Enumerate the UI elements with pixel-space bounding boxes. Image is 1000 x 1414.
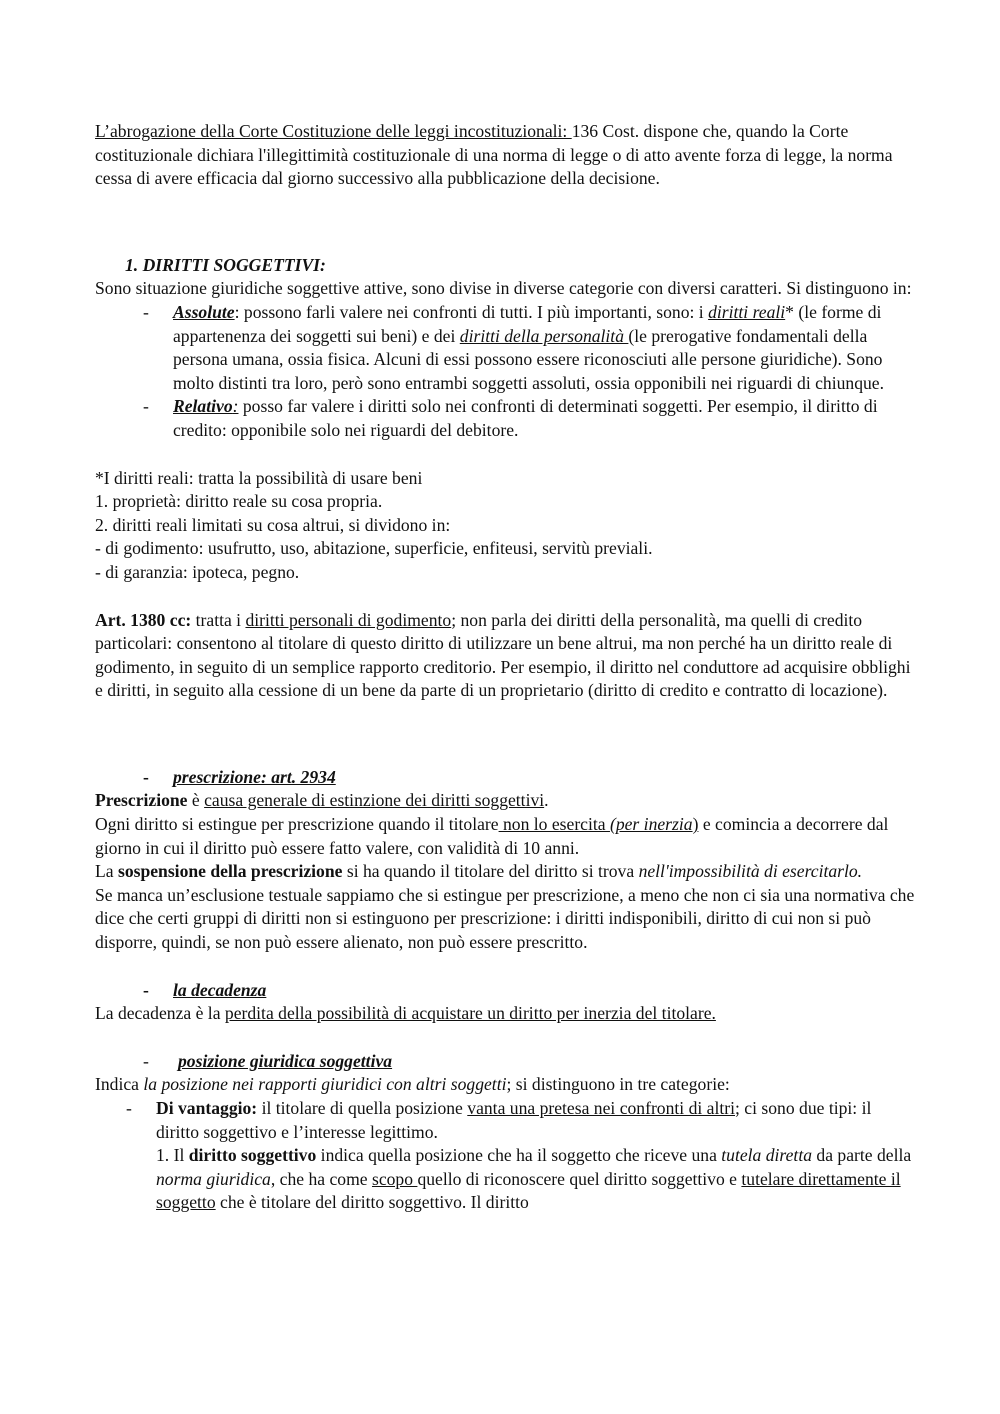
posizione-title: posizione giuridica soggettiva [178,1050,393,1071]
list-dash: - [143,301,149,322]
spacer [95,443,915,467]
footnote-line: 1. proprietà: diritto reale su cosa propria. [95,491,383,512]
list-dash: - [126,1098,132,1118]
subheading-prescrizione [95,766,915,790]
paragraph-text: ; si distinguono in tre categorie: [506,1074,730,1095]
term-diritti-personali-godimento: diritti personali di godimento [245,609,452,630]
section-heading-diritti-soggettivi: 1. DIRITTI SOGGETTIVI: [125,254,326,275]
footnote-block [95,467,915,585]
term-vantaggio: Di vantaggio: [156,1098,258,1118]
spacer [95,955,915,979]
italic-text: la posizione nei rapporti giuridici con altri soggetti [143,1074,507,1095]
footnote-line: - di godimento: usufrutto, uso, abitazione, superficie, enfiteusi, servitù previali. [95,538,653,559]
subheading-posizione [95,1050,915,1074]
paragraph-text: quello di riconoscere quel diritto soggettivo e [417,1168,742,1189]
spacer [95,703,915,750]
term-assolute: Assolute [173,301,235,322]
italic-text: tutela diretta [721,1145,813,1166]
footnote-line: - di garanzia: ipoteca, pegno. [95,561,300,582]
item-text: * (le forme di appartenenza dei soggetti sui beni) e dei [173,301,882,346]
prescrizione-paragraph-4: Se manca un’esclusione testuale sappiamo che si estingue per prescrizione, a meno che non ci sia una normativa che dice che certi gruppi di diritti non si estinguono per prescrizione: i diritti indisponibili, diritto di cui non si può disporre, quindi, se non può essere alienato, non può essere prescritto. [95,884,915,953]
list-dash: - [143,396,149,417]
paragraph-text: il titolare di quella posizione [257,1098,468,1118]
underlined-text: scopo [371,1168,418,1189]
paragraph-text: da parte della [812,1145,912,1166]
footnote-line: 2. diritti reali limitati su cosa altrui, si dividono in: [95,514,451,535]
paragraph-text: tratta i [191,609,246,630]
subheading-decadenza [95,979,915,1003]
term-colon: : [232,396,239,417]
intro-text: 136 Cost. dispone che, quando la Corte costituzionale dichiara l'illegittimità costituzionale di una norma di legge o di atto avente forza di legge, la norma cessa di avere efficacia dal giorno successivo alla pubblicazione della decisione. [95,121,893,189]
list-dash: - [143,1050,149,1071]
italic-text: norma giuridica [156,1168,271,1189]
paragraph-text: è [187,790,205,811]
term-diritti-personalita: diritti della personalità [459,325,629,346]
art-1380-label: Art. 1380 cc: [95,609,192,630]
term-diritti-reali: diritti reali [708,301,786,322]
list-item-assolute [95,301,915,395]
paragraph-text: indica quella posizione che ha il soggetto che riceve una [316,1145,722,1166]
list-dash: - [143,766,149,787]
italic-text: nell'impossibilità di esercitarlo. [638,861,863,882]
underlined-text: non lo esercita [498,814,610,835]
paragraph-text: , che ha come [270,1168,372,1189]
paragraph-text: 1. Il [156,1145,189,1166]
paragraph-text: che è titolare del diritto soggettivo. Il diritto [215,1192,529,1213]
intro-paragraph [95,120,915,191]
item-text: posso far valere i diritti solo nei confronti di determinati soggetti. Per esempio, il diritto di credito: opponibile solo nei riguardi del debitore. [173,396,878,440]
term-relativo: Relativo [173,396,233,417]
spacer [95,1026,915,1050]
term-sospensione: sospensione della prescrizione [117,861,343,882]
paragraph-text: si ha quando il titolare del diritto si trova [342,861,639,882]
prescrizione-paragraph-2 [95,813,915,860]
list-dash: - [143,979,149,1000]
underlined-text: perdita della possibilità di acquistare un diritto per inerzia del titolare. [224,1003,716,1024]
decadenza-paragraph [95,1002,915,1026]
section-intro: Sono situazione giuridiche soggettive attive, sono divise in diverse categorie con diversi caratteri. Si distinguono in: [95,278,912,299]
paragraph-text: La decadenza è la [95,1003,225,1024]
term-prescrizione: Prescrizione [95,790,188,811]
decadenza-title: la decadenza [173,979,267,1000]
paragraph-text: . [544,790,549,811]
paragraph-text: e comincia a decorrere dal giorno in cui il diritto può essere fatto valere, con validità di 10 anni. [95,814,889,858]
diritto-soggettivo-paragraph [95,1144,915,1215]
italic-text: (per inerzia [609,814,693,835]
intro-title: L’abrogazione della Corte Costituzione delle leggi incostituzionali: [95,121,572,141]
prescrizione-title: prescrizione: art. 2934 [173,766,336,787]
spacer [95,191,915,238]
underlined-text: ) [692,814,699,835]
prescrizione-definition [95,789,915,813]
document-page [95,120,915,1215]
paragraph-text: ; ci sono due tipi: il diritto soggettivo e l’interesse legittimo. [156,1098,872,1142]
posizione-intro [95,1073,915,1097]
list-item-vantaggio [95,1097,915,1144]
paragraph-text: La [95,861,118,882]
spacer [95,750,915,766]
sospensione-paragraph [95,860,915,884]
spacer [95,585,915,609]
footnote-line: *I diritti reali: tratta la possibilità di usare beni [95,467,423,488]
list-item-relativo [95,395,915,442]
paragraph-text: ; non parla dei diritti della personalità, ma quelli di credito particolari: consentono al titolare di questo diritto di utilizzare un bene altrui, ma non perché ha un diritto reale di godimento, in seguito di un semplice rapporto creditorio. Per esempio, il diritto nel conduttore ad acquisire obblighi e diritti, in seguito alla cessione di un bene da parte di un proprietario (diritto di credito e contratto di locazione). [95,609,911,701]
art-1380-paragraph [95,609,915,703]
underlined-text: vanta una pretesa nei confronti di altri [467,1098,735,1118]
underlined-text: tutelare direttamente il soggetto [156,1168,901,1213]
term-diritto-soggettivo: diritto soggettivo [188,1145,317,1166]
paragraph-text: Indica [95,1074,144,1095]
item-text: (le prerogative fondamentali della persona umana, ossia fisica. Alcuni di essi possono essere riconosciuti alle persone giuridiche). Sono molto distinti tra loro, però sono entrambi soggetti assoluti, ossia opponibili nei riguardi di chiunque. [173,325,884,393]
underlined-text: causa generale di estinzione dei diritti soggettivi [204,790,545,811]
item-text: : possono farli valere nei confronti di tutti. I più importanti, sono: i [234,301,709,322]
paragraph-text: Ogni diritto si estingue per prescrizione quando il titolare [95,814,499,835]
spacer [95,238,915,254]
